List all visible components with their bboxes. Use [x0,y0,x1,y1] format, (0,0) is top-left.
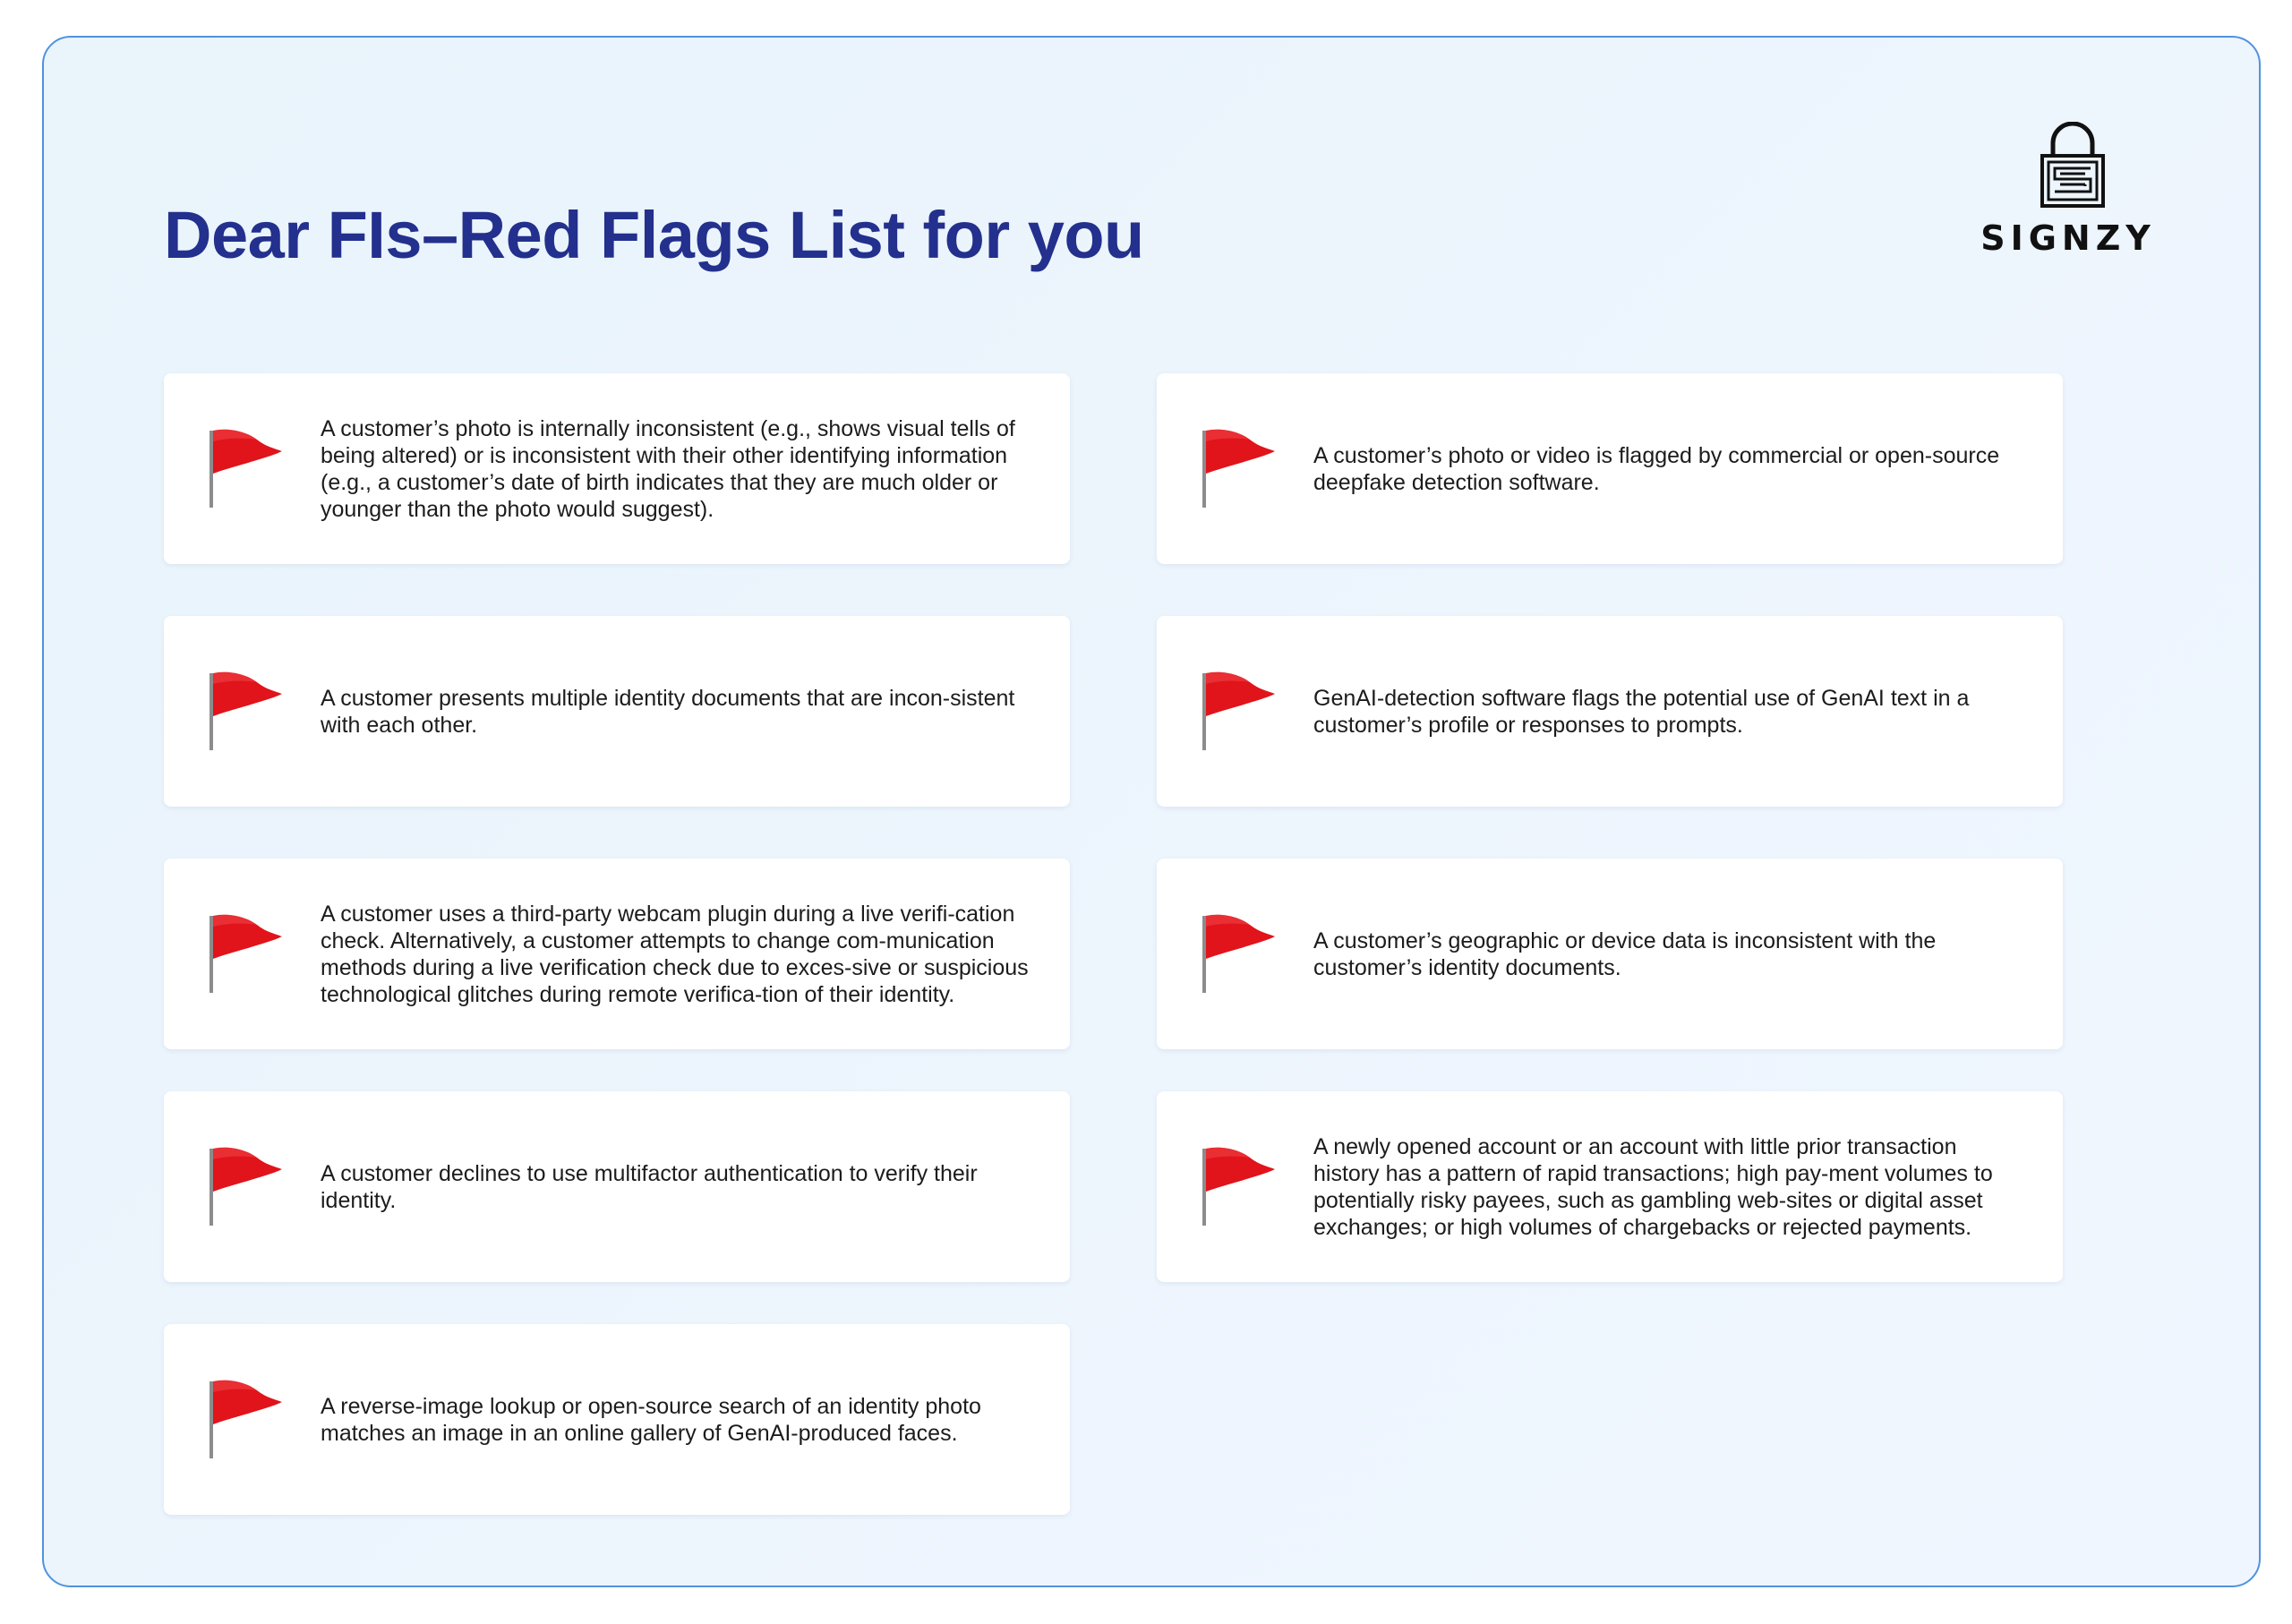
red-flag-icon [1202,429,1277,509]
red-flag-text: A customer presents multiple identity documents that are incon-sistent with each other. [321,685,1015,738]
red-flag-icon [1202,914,1277,995]
red-flag-text: A customer’s photo is internally inconsistent (e.g., shows visual tells of being altered) or is inconsistent with their other identifying information (e.g., a customer’s date of birth indicates that they are much older or younger than the photo would suggest). [321,415,1015,522]
red-flag-text: A customer declines to use multifactor authentication to verify their identity. [321,1160,978,1213]
lock-maze-icon [2037,122,2108,208]
brand-logo [1961,122,2176,265]
red-flag-icon [1202,671,1277,752]
red-flag-card [164,859,1070,1049]
brand-name: SIGNZY [1980,218,2156,258]
red-flag-icon [209,1380,284,1460]
red-flag-text: A customer’s photo or video is flagged by commercial or open-source deepfake detection software. [1313,442,2000,495]
red-flag-card [164,616,1070,807]
red-flag-card [1157,859,2063,1049]
red-flag-card [1157,1091,2063,1282]
red-flag-icon [209,429,284,509]
red-flag-icon [209,671,284,752]
red-flag-card [164,1091,1070,1282]
red-flag-card [1157,373,2063,564]
red-flag-text: GenAI-detection software flags the potential use of GenAI text in a customer’s profile or responses to prompts. [1313,685,1970,738]
red-flag-text: A reverse-image lookup or open-source search of an identity photo matches an image in an online gallery of GenAI-produced faces. [321,1393,981,1446]
red-flag-card [164,373,1070,564]
page-title: Dear FIs–Red Flags List for you [164,198,1144,272]
red-flag-text: A customer uses a third-party webcam plugin during a live verifi-cation check. Alternatively, a customer attempts to change com-munication methods during a live verification check due to exces-sive or suspicious technological glitches during remote verifica-tion of their identity. [321,901,1029,1007]
red-flag-icon [209,914,284,995]
red-flag-card [1157,616,2063,807]
red-flag-text: A customer’s geographic or device data is inconsistent with the customer’s identity documents. [1313,927,1937,980]
red-flag-icon [1202,1147,1277,1227]
red-flag-icon [209,1147,284,1227]
red-flag-text: A newly opened account or an account with little prior transaction history has a pattern of rapid transactions; high pay-ment volumes to potentially risky payees, such as gambling web-sites or digital asset exchanges; or high volumes of chargebacks or rejected payments. [1313,1133,1993,1240]
red-flag-card [164,1324,1070,1515]
